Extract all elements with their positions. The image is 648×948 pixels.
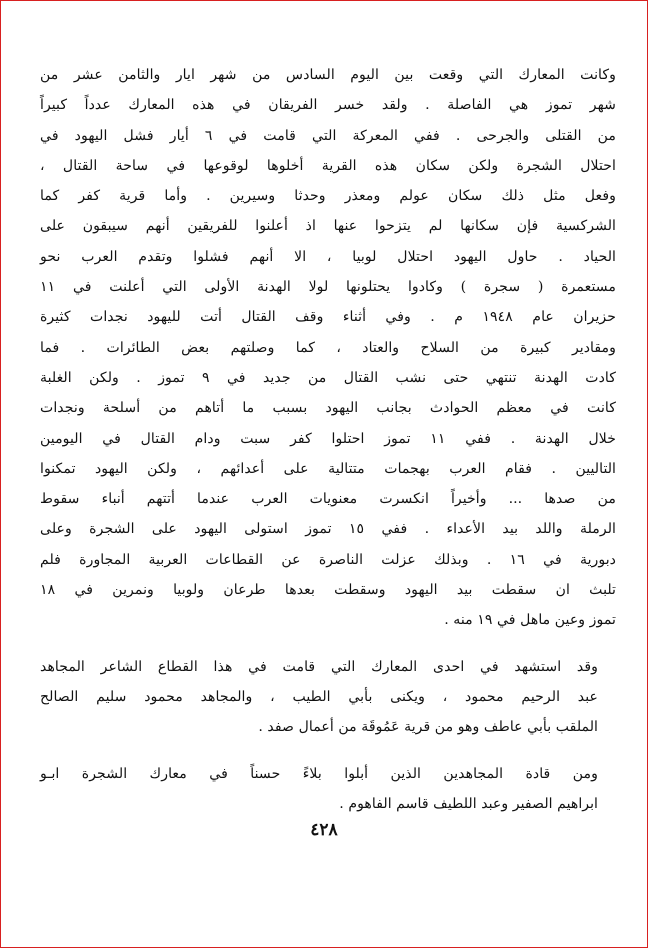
paragraph-martyrs xyxy=(40,652,616,743)
text-line: وقد استشهد في احدى المعارك التي قامت في هذا القطاع الشاعر المجاهد xyxy=(40,658,598,675)
text-line: وكانت المعارك التي وقعت بين اليوم السادس من شهر ايار والثامن عشر من xyxy=(40,67,616,83)
text-line: دبورية في ١٦ . وبذلك عزلت الناصرة عن القطاعات العربية المجاورة فلم xyxy=(40,551,616,568)
text-line: شهر تموز هي الفاصلة . ولقد خسر الفريقان في هذه المعارك عدداً كبيراً xyxy=(40,97,616,114)
page-number: ٤٢٨ xyxy=(310,820,338,840)
text-line: خلال الهدنة . ففي ١١ تموز احتلوا كفر سبت ودام القتال في اليومين xyxy=(40,430,616,447)
text-line: كادت الهدنة تنتهي حتى نشب القتال من جديد في ٩ تموز . ولكن الغلبة xyxy=(40,369,616,386)
text-line: الشركسية فإن سكانها لم يتزحوا عنها اذ أعلنوا للفريقين أنهم سيبقون على xyxy=(40,218,616,235)
text-line: الرملة واللد بيد الأعداء . ففي ١٥ تموز استولى اليهود على الشجرة وعلى xyxy=(40,521,616,538)
text-line: ومن قادة المجاهدين الذين أبلوا بلاءً حسناً في معارك الشجرة ابـو xyxy=(40,765,598,782)
text-line: كانت في معظم الحوادث بجانب اليهود بسبب ما أتاهم من أسلحة ونجدات xyxy=(40,400,616,417)
paragraph-gap xyxy=(40,636,616,652)
text-line: التاليين . فقام العرب بهجمات متتالية على أعدائهم ، ولكن اليهود تمكنوا xyxy=(40,460,616,477)
text-line: ومقادير كبيرة من السلاح والعتاد ، كما وصلتهم بعض الطائرات . فما xyxy=(40,339,616,356)
text-line: وفعل مثل ذلك سكان عولم ومعذر وحدثا وسيرين . وأما قرية كفر كما xyxy=(40,188,616,205)
text-line: مستعمرة ( سجرة ) وكادوا يحتلونها لولا الهدنة الأولى التي أعلنت في ١١ xyxy=(40,279,616,296)
text-line: الحياد . حاول اليهود احتلال لوبيا ، الا أنهم فشلوا وتقدم العرب نحو xyxy=(40,248,616,265)
text-line: ابراهيم الصفير وعبد اللطيف قاسم الفاهوم . xyxy=(339,795,598,812)
body-text xyxy=(40,60,616,819)
paragraph-battles xyxy=(40,60,616,636)
text-line: احتلال الشجرة ولكن سكان هذه القرية أخلوها لوقوعها في ساحة القتال ، xyxy=(40,157,616,174)
paragraph-leaders xyxy=(40,759,616,820)
text-line: الملقب بأبي عاطف وهو من قرية عَمُوقَة من أعمال صفد . xyxy=(258,719,598,736)
paragraph-gap xyxy=(40,743,616,759)
text-line: من القتلى والجرحى . ففي المعركة التي قامت في ٦ أيار فشل اليهود في xyxy=(40,127,616,144)
text-line: تموز وعين ماهل في ١٩ منه . xyxy=(444,612,616,629)
text-line: عبد الرحيم محمود ، ويكنى بأبي الطيب ، والمجاهد محمود سليم الصالح xyxy=(40,688,598,705)
text-line: حزيران عام ١٩٤٨ م . وفي أثناء وقف القتال أتت لليهود نجدات كثيرة xyxy=(40,309,616,326)
text-line: تلبث ان سقطت بيد اليهود وسقطت بعدها طرعان ولوبيا ونمرين في ١٨ xyxy=(40,582,616,599)
text-line: من صدها ... وأخيراً انكسرت معنويات العرب عندما أتتهم أنباء سقوط xyxy=(40,491,616,508)
